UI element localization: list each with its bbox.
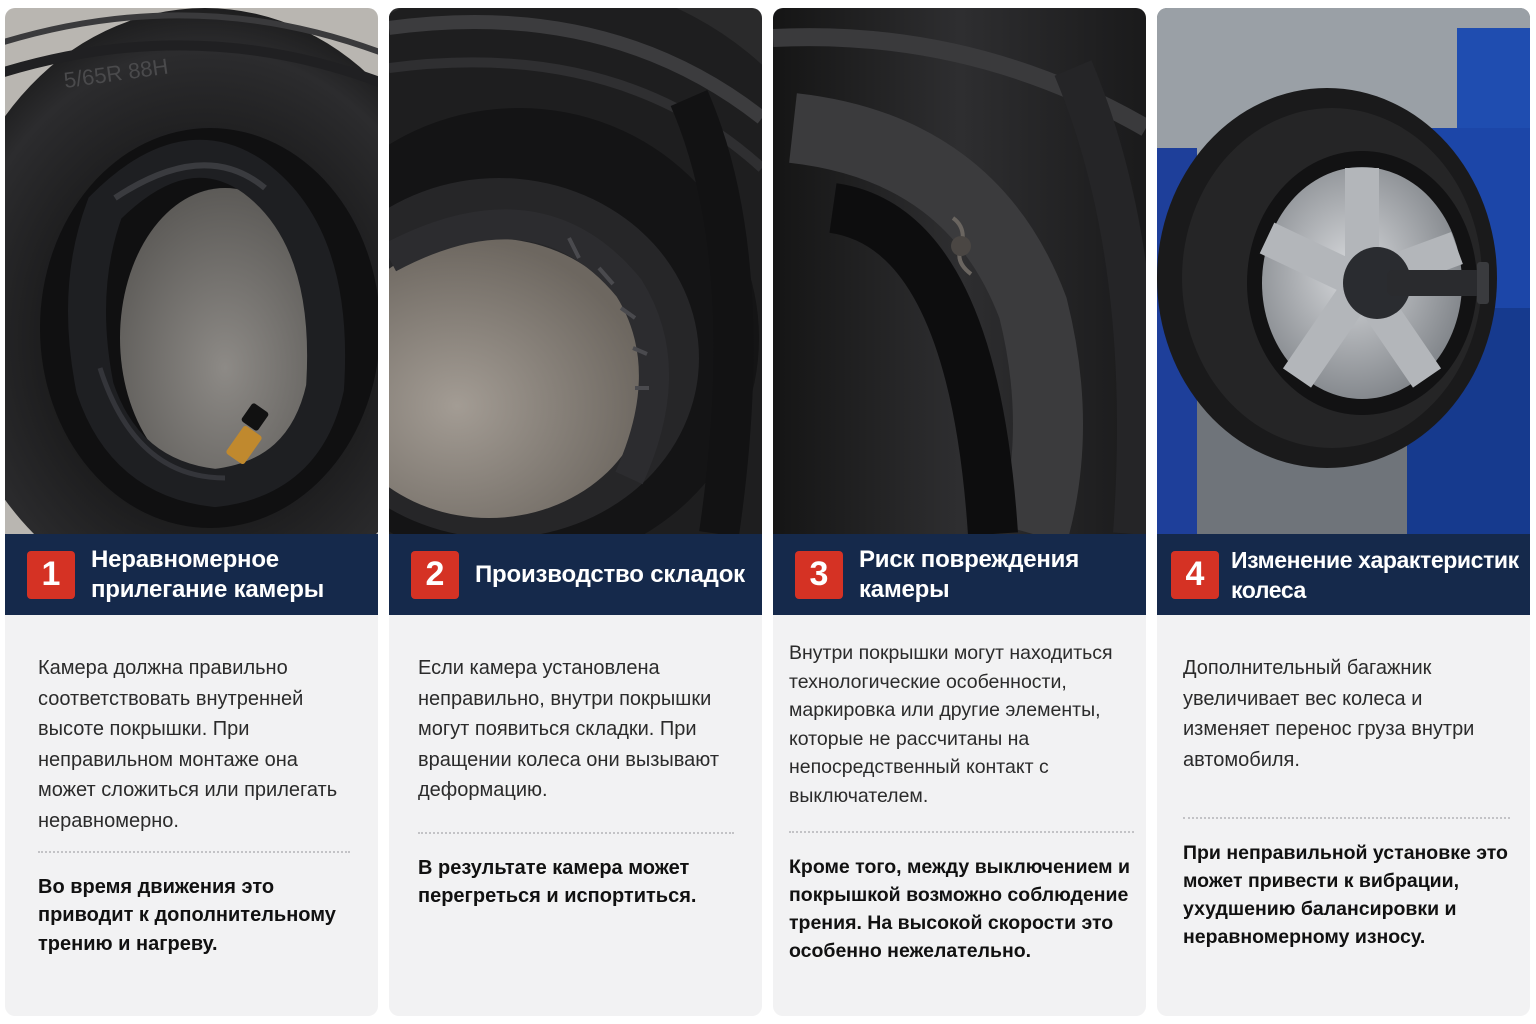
- card-header: [1157, 534, 1530, 615]
- card-damage-risk: [773, 8, 1146, 1016]
- card-body: [789, 639, 1134, 965]
- card-number-badge: 4: [1171, 551, 1219, 599]
- card-note: При неправильной установке это может привести к вибрации, ухудшению балансировки и неравномерному износу.: [1183, 842, 1508, 949]
- card-title: [1231, 545, 1519, 605]
- dotted-divider: [38, 851, 350, 853]
- card-header: [389, 534, 762, 615]
- tire-inner-folds-photo: [389, 8, 762, 534]
- dotted-divider: [1183, 817, 1510, 819]
- card-title: [91, 545, 324, 605]
- card-description: Внутри покрышки могут находиться технологические особенности, маркировка или другие элементы, которые не рассчитаны на непосредственный контакт с выключателем.: [789, 642, 1113, 807]
- card-title-line: колеса: [1231, 576, 1306, 603]
- card-description: Если камера установлена неправильно, внутри покрышки могут появиться складки. При вращении колеса они вызывают деформацию.: [418, 657, 719, 802]
- card-title-line: Неравномерное: [91, 545, 279, 573]
- card-description: Дополнительный багажник увеличивает вес колеса и изменяет перенос груза внутри автомобиля.: [1183, 657, 1475, 771]
- dotted-divider: [789, 831, 1134, 833]
- tire-marking-text: 5/65R 88H: [62, 53, 170, 93]
- tire-inner-damage-closeup-photo: [773, 8, 1146, 534]
- tire-with-inner-tube-photo: [5, 8, 378, 534]
- card-wheel-characteristics: [1157, 8, 1530, 1016]
- card-title-line: прилегание камеры: [91, 575, 325, 603]
- card-note: Во время движения это приводит к дополнительному трению и нагреву.: [38, 875, 336, 955]
- card-number-badge: 1: [27, 551, 75, 599]
- card-uneven-fit: [5, 8, 378, 1016]
- card-note: Кроме того, между выключением и покрышкой возможно соблюдение трения. На высокой скорости это особенно нежелательно.: [789, 855, 1130, 962]
- card-title-line: Риск повреждения: [859, 545, 1080, 573]
- card-note: В результате камера может перегреться и испортиться.: [418, 856, 697, 908]
- card-folds: [389, 8, 762, 1016]
- wheel-on-balancing-machine-photo: [1157, 8, 1530, 534]
- card-body: [38, 653, 350, 958]
- card-header: [773, 534, 1146, 615]
- card-number-badge: 2: [411, 551, 459, 599]
- dotted-divider: [418, 832, 734, 834]
- card-body: [418, 653, 734, 911]
- card-title-line: Изменение характеристик: [1231, 546, 1519, 573]
- card-number-badge: 3: [795, 551, 843, 599]
- card-title-line: Производство складок: [475, 560, 745, 588]
- card-title: [859, 545, 1079, 605]
- card-description: Камера должна правильно соответствовать внутренней высоте покрышки. При неправильном монтаже она может сложиться или прилегать неравномерно.: [38, 657, 338, 832]
- card-title: [475, 560, 745, 590]
- card-body: [1183, 653, 1510, 951]
- card-title-line: камеры: [859, 575, 950, 603]
- card-header: [5, 534, 378, 615]
